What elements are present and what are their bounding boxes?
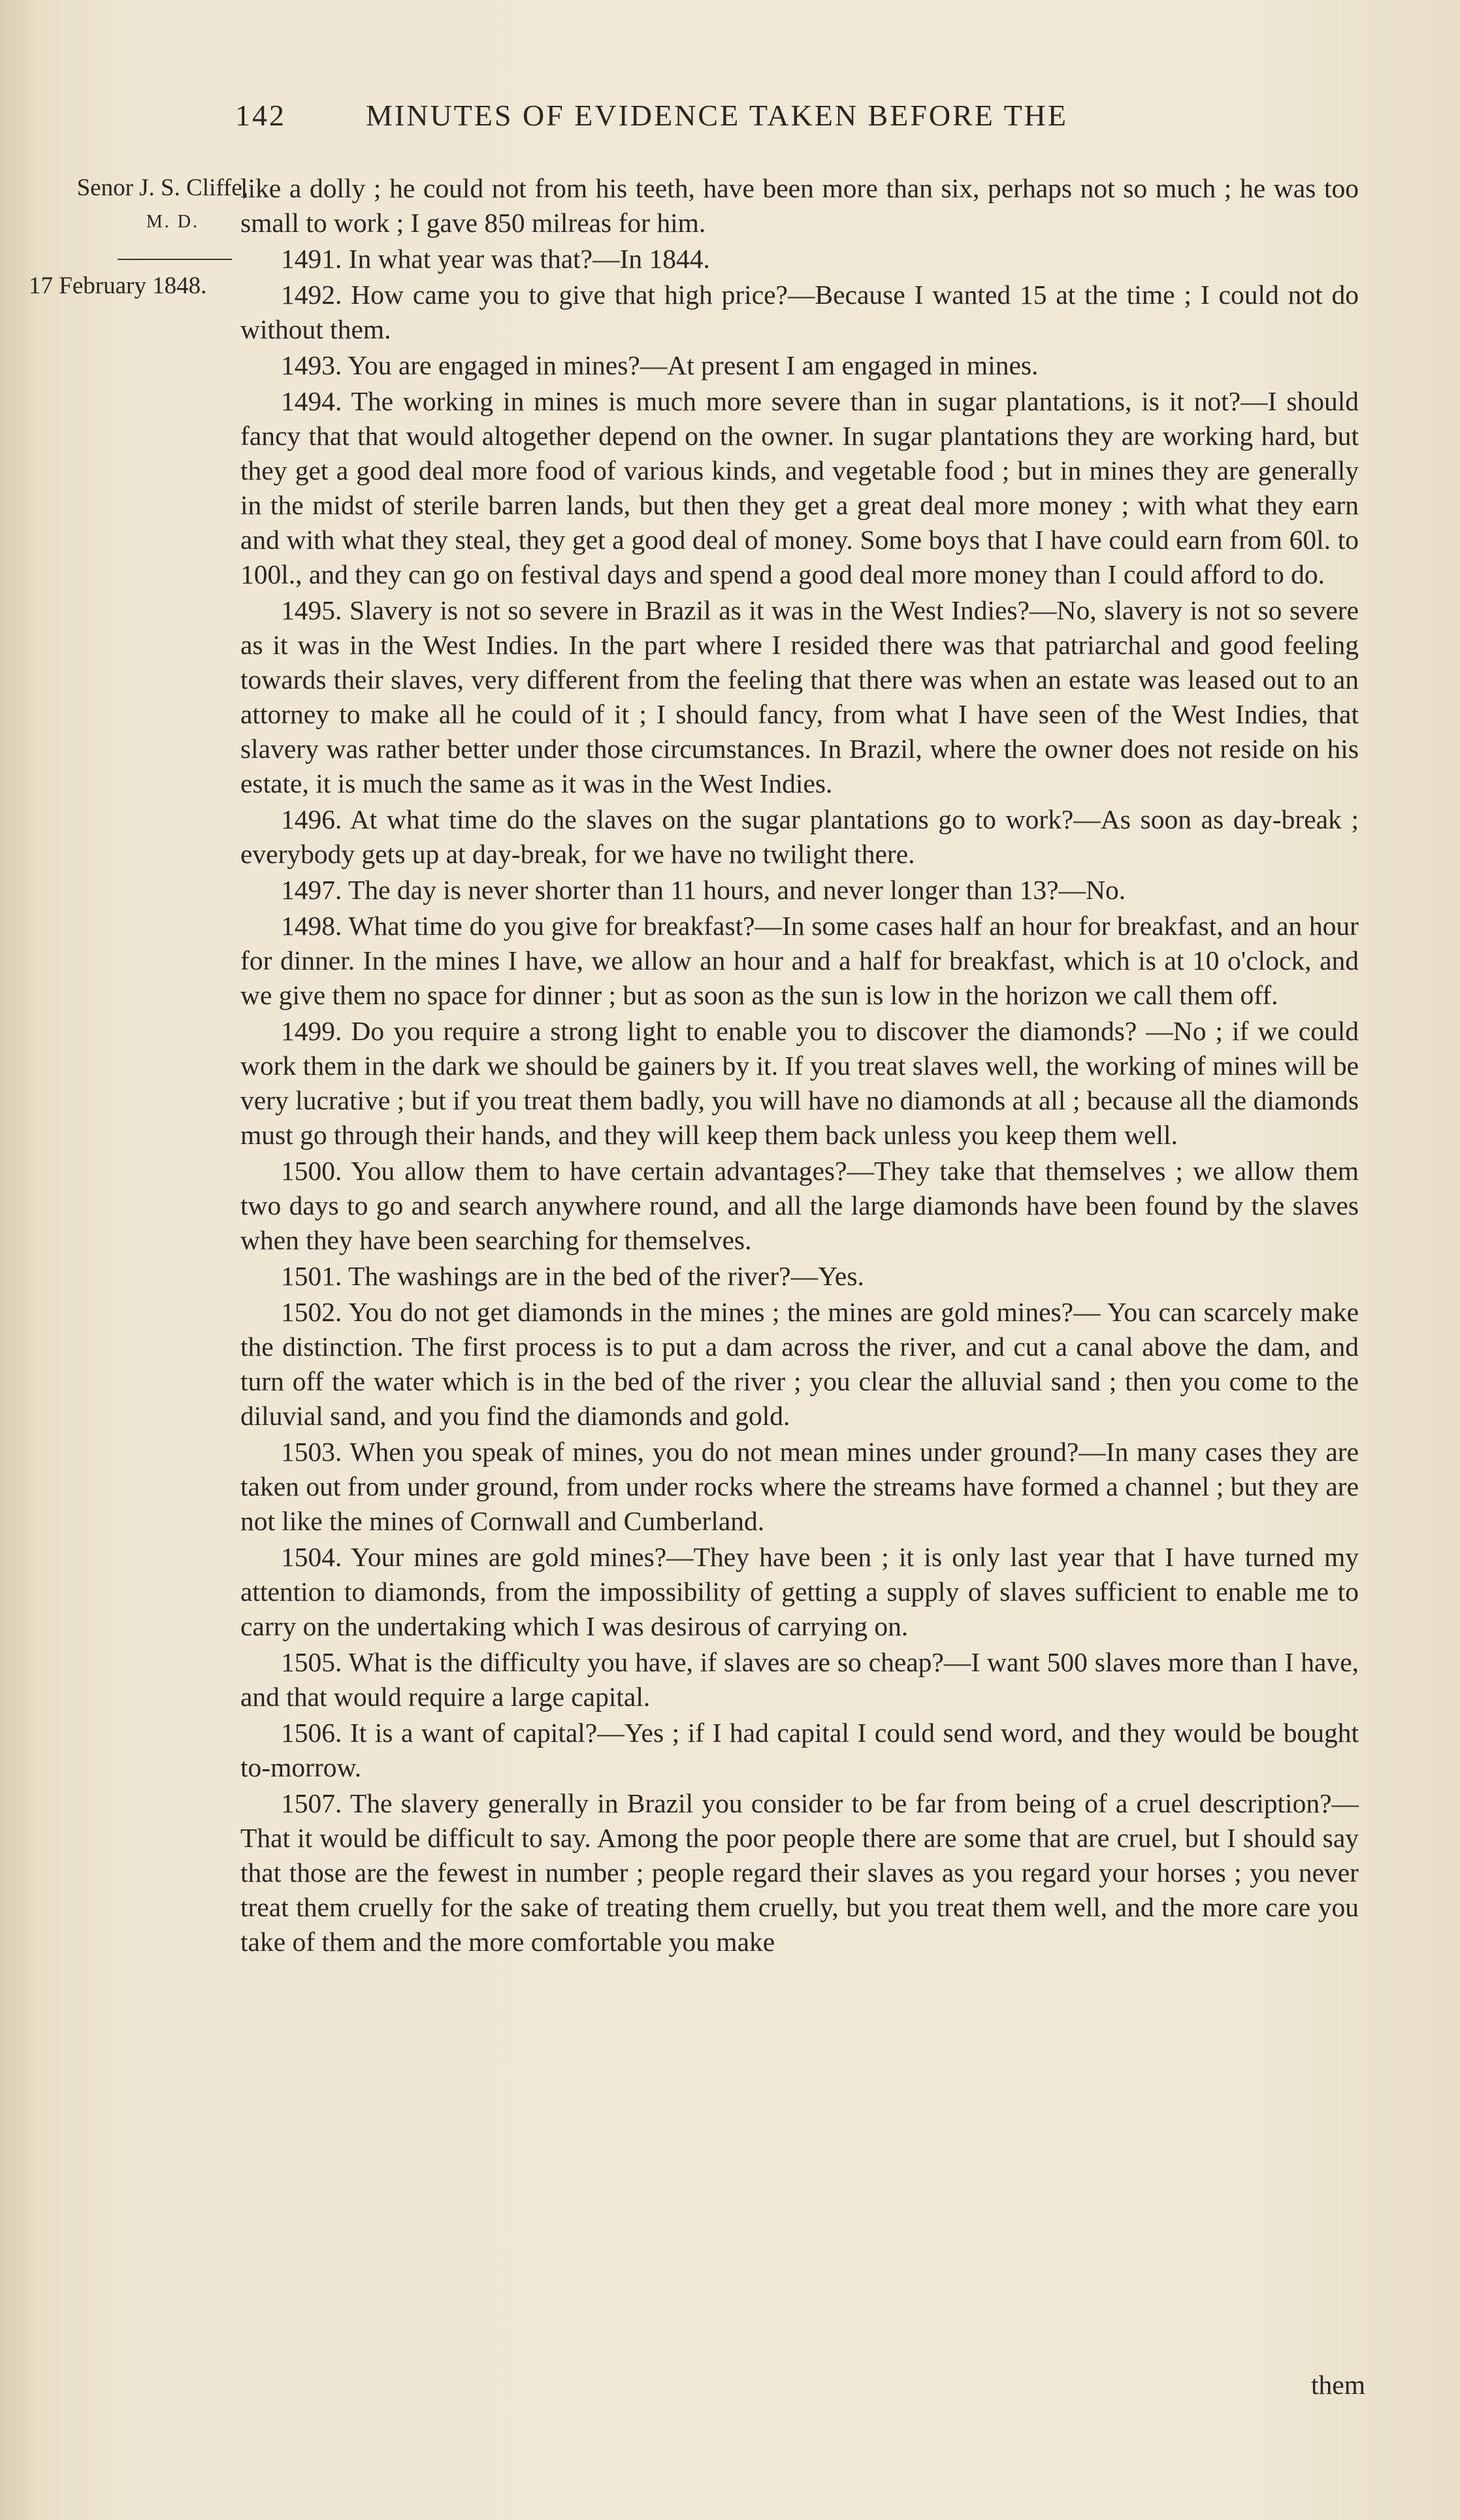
- witness-name: Senor J. S. Cliffe,: [76, 174, 248, 201]
- running-header: [235, 98, 1346, 133]
- evidence-text: [240, 171, 1359, 1961]
- paragraph: 1507. The slavery generally in Brazil you consider to be far from being of a cruel description?—That it would be difficult to say. Among the poor people there are some that are cruel, but I should say that those are the fewest in number ; people regard their slaves as you regard your horses ; you never treat them cruelly for the sake of treating them cruelly, but you treat them well, and the more care you take of them and the more comfortable you make: [240, 1788, 1359, 1957]
- paragraph: 1494. The working in mines is much more severe than in sugar plantations, is it not?—I should fancy that that would altogether depend on the owner. In sugar plantations they are working hard, but they get a good deal more food of various kinds, and vegetable food ; but in mines they are generally in the midst of sterile barren lands, but then they get a great deal more money ; with what they earn and with what they steal, they get a good deal of money. Some boys that I have could earn from 60l. to 100l., and they can go on festival days and spend a good deal more money than I could afford to do.: [240, 386, 1359, 589]
- margin-note: [20, 171, 248, 303]
- paragraph: 1503. When you speak of mines, you do not mean mines under ground?—In many cases they are taken out from under ground, from under rocks where the streams have formed a channel ; but they are not like the mines of Cornwall and Cumberland.: [240, 1437, 1359, 1536]
- paragraph: 1505. What is the difficulty you have, if slaves are so cheap?—I want 500 slaves more than I have, and that would require a large capital.: [240, 1647, 1359, 1712]
- paragraph: 1498. What time do you give for breakfast?—In some cases half an hour for breakfast, and an hour for dinner. In the mines I have, we allow an hour and a half for breakfast, which is at 10 o'clock, and we give them no space for dinner ; but as soon as the sun is low in the horizon we call them off.: [240, 911, 1359, 1010]
- paragraph: 1501. The washings are in the bed of the river?—Yes.: [281, 1261, 864, 1291]
- margin-rule: [118, 259, 232, 260]
- page-number: 142: [235, 99, 286, 132]
- paragraph: 1499. Do you require a strong light to enable you to discover the diamonds? —No ; if we could work them in the dark we should be gainers by it. If you treat slaves well, the working of mines will be very lucrative ; but if you treat them badly, you will have no diamonds at all ; because all the diamonds must go through their hands, and they will keep them back unless you keep them well.: [240, 1016, 1359, 1150]
- paragraph: like a dolly ; he could not from his teeth, have been more than six, perhaps not so much ; he was too small to work ; I gave 850 milreas for him.: [240, 173, 1359, 238]
- paragraph: 1502. You do not get diamonds in the mines ; the mines are gold mines?— You can scarcely make the distinction. The first process is to put a dam across the river, and cut a canal above the dam, and turn off the water which is in the bed of the river ; you clear the alluvial sand ; then you come to the diluvial sand, and you find the diamonds and gold.: [240, 1297, 1359, 1431]
- paragraph: 1500. You allow them to have certain advantages?—They take that themselves ; we allow them two days to go and search anywhere round, and all the large diamonds have been found by the slaves when they have been searching for themselves.: [240, 1156, 1359, 1255]
- running-title: MINUTES OF EVIDENCE TAKEN BEFORE THE: [366, 99, 1068, 132]
- paragraph: 1492. How came you to give that high price?—Because I wanted 15 at the time ; I could not do without them.: [240, 280, 1359, 344]
- paragraph: 1504. Your mines are gold mines?—They have been ; it is only last year that I have turned my attention to diamonds, from the impossibility of getting a supply of slaves sufficient to enable me to carry on the undertaking which I was desirous of carrying on.: [240, 1542, 1359, 1641]
- witness-degree: M. D.: [146, 212, 199, 232]
- evidence-date: 17 February 1848.: [29, 272, 207, 299]
- paragraph: 1496. At what time do the slaves on the sugar plantations go to work?—As soon as day-break ; everybody gets up at day-break, for we have no twilight there.: [240, 804, 1359, 869]
- paragraph: 1493. You are engaged in mines?—At present I am engaged in mines.: [281, 350, 1039, 380]
- paragraph: 1506. It is a want of capital?—Yes ; if I had capital I could send word, and they would be bought to-morrow.: [240, 1718, 1359, 1782]
- paragraph: 1491. In what year was that?—In 1844.: [281, 244, 710, 274]
- catchword: them: [1311, 2370, 1365, 2400]
- paragraph: 1495. Slavery is not so severe in Brazil as it was in the West Indies?—No, slavery is not so severe as it was in the West Indies. In the part where I resided there was that patriarchal and good feeling towards their slaves, very different from the feeling that there was when an estate was leased out to an attorney to make all he could of it ; I should fancy, from what I have seen of the West Indies, that slavery was rather better under those circumstances. In Brazil, where the owner does not reside on his estate, it is much the same as it was in the West Indies.: [240, 595, 1359, 798]
- paragraph: 1497. The day is never shorter than 11 hours, and never longer than 13?—No.: [281, 875, 1126, 905]
